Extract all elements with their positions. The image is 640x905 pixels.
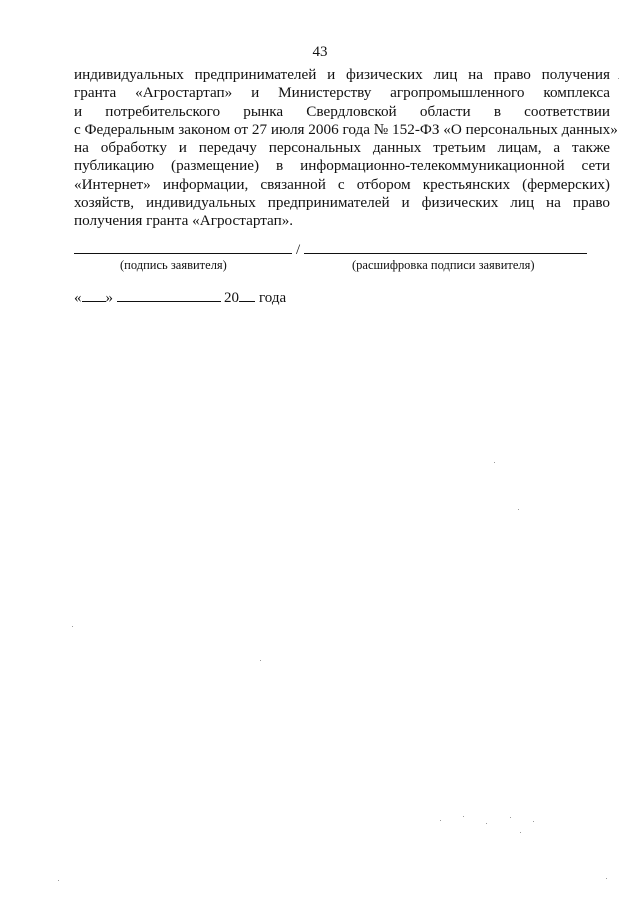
consent-paragraph	[74, 66, 618, 231]
scan-speck	[510, 817, 511, 818]
paragraph-line: получения гранта «Агростартап».	[74, 212, 294, 230]
page-number: 43	[312, 44, 328, 60]
paragraph-line: гранта «Агростартап» и Министерству агропромышленного комплекса	[74, 84, 610, 102]
scan-speck	[486, 823, 487, 824]
date-year-field[interactable]	[239, 289, 255, 302]
date-suffix: года	[259, 290, 287, 306]
scan-speck	[494, 462, 495, 463]
date-close-quote: »	[105, 290, 113, 306]
paragraph-line: и потребительского рынка Свердловской области в соответствии	[74, 102, 610, 120]
paragraph-line: «Интернет» информации, связанной с отбором крестьянских (фермерских)	[74, 175, 610, 193]
scan-speck	[618, 78, 619, 79]
scan-speck	[58, 880, 59, 881]
signature-caption: (подпись заявителя)	[120, 258, 227, 272]
paragraph-line: с Федеральным законом от 27 июля 2006 года № 152-ФЗ «О персональных данных»	[74, 120, 618, 138]
scan-speck	[440, 820, 441, 821]
date-open-quote: «	[74, 290, 82, 306]
scan-speck	[520, 832, 521, 833]
paragraph-line: на обработку и передачу персональных данных третьим лицам, а также	[74, 139, 610, 157]
scan-speck	[72, 626, 73, 627]
signature-field[interactable]	[74, 240, 292, 254]
paragraph-line: публикацию (размещение) в информационно-телекоммуникационной сети	[74, 157, 610, 175]
date-day-field[interactable]	[82, 289, 106, 302]
signature-line	[74, 240, 587, 259]
scan-speck	[260, 660, 261, 661]
paragraph-line: хозяйств, индивидуальных предпринимателей и физических лиц на право	[74, 194, 610, 212]
scan-speck	[533, 821, 534, 822]
scan-speck	[518, 509, 519, 510]
paragraph-line: индивидуальных предпринимателей и физических лиц на право получения	[74, 66, 610, 83]
signature-separator: /	[296, 242, 301, 258]
date-month-field[interactable]	[117, 289, 221, 302]
scan-speck	[606, 878, 607, 879]
signature-decoding-field[interactable]	[304, 240, 587, 254]
signature-decoding-caption: (расшифровка подписи заявителя)	[352, 258, 535, 272]
date-century: 20	[224, 290, 239, 306]
date-line	[74, 289, 286, 307]
scan-speck	[463, 816, 464, 817]
